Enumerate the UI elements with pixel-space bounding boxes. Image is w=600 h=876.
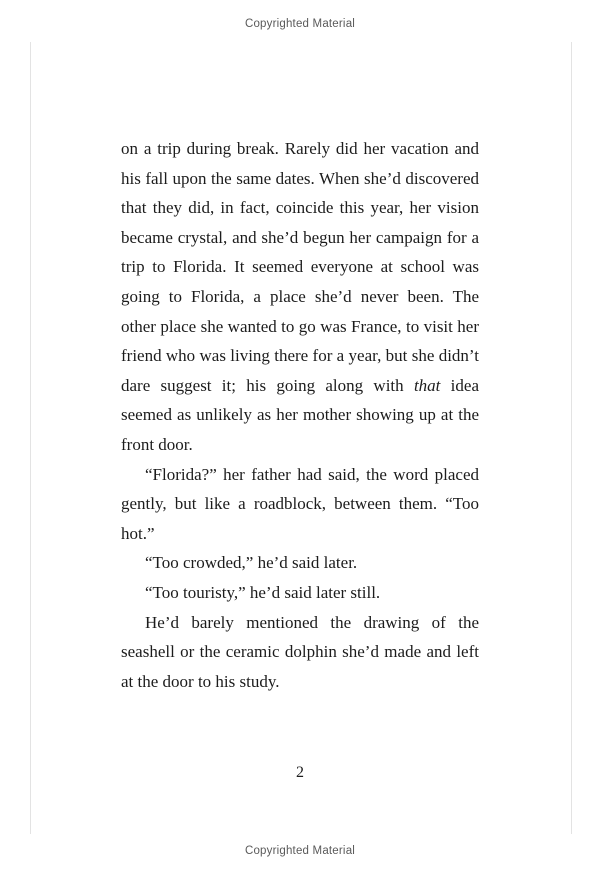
- paragraph-continuation: [121, 134, 479, 460]
- paragraph-dialogue-crowded: “Too crowded,” he’d said later.: [145, 553, 358, 573]
- copyright-notice-bottom: Copyrighted Material: [244, 845, 356, 857]
- copyright-notice-top: Copyrighted Material: [244, 18, 356, 30]
- page-edge-right: [571, 42, 572, 834]
- paragraph-dialogue-florida: “Florida?” her father had said, the word placed gently, but like a roadblock, between them. “Too hot.”: [121, 464, 479, 543]
- paragraph-text: idea seemed as unlikely as her mother showing up at the front door.: [121, 375, 479, 454]
- italic-word: that: [413, 375, 441, 395]
- paragraph-text: on a trip during break. Rarely did her vacation and his fall upon the same dates. When she’d discovered that they did, in fact, coincide this year, her vision became crystal, and she’d begun her campaign for a trip to Florida. It seemed everyone at school was going to Florida, a place she’d never been. The other place she wanted to go was France, to visit her friend who was living there for a year, but she didn’t dare suggest it; his going along with: [121, 139, 479, 395]
- page-number: 2: [296, 764, 304, 781]
- page-edge-left: [30, 42, 31, 834]
- paragraph-closing: He’d barely mentioned the drawing of the seashell or the ceramic dolphin she’d made and left at the door to his study.: [121, 612, 479, 691]
- book-page-text: [121, 134, 479, 696]
- paragraph-dialogue-touristy: “Too touristy,” he’d said later still.: [145, 582, 381, 602]
